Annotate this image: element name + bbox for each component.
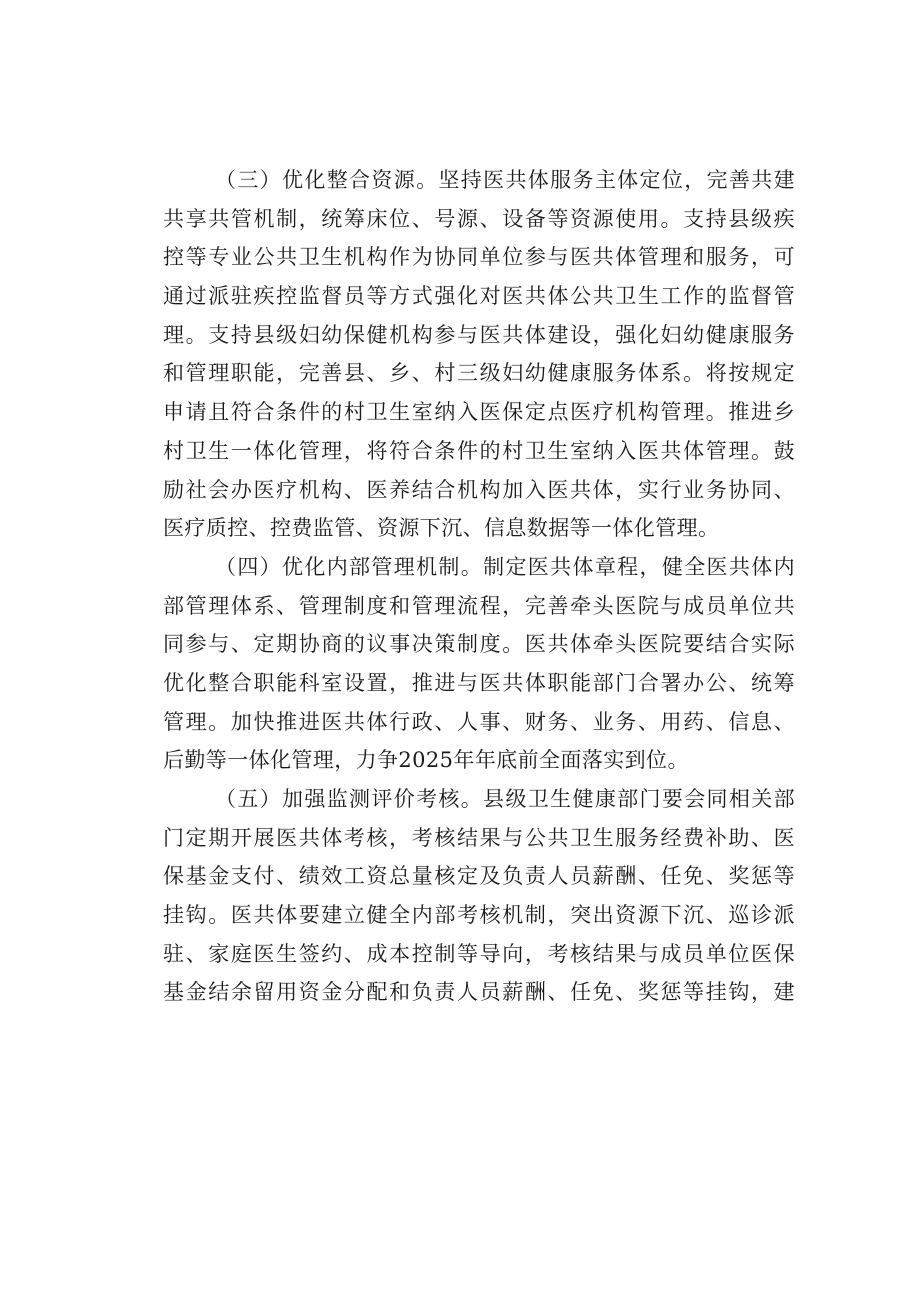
- text-line: 部管理体系、管理制度和管理流程，完善牵头医院与成员单位共: [163, 593, 795, 618]
- text-line: 控等专业公共卫生机构作为协同单位参与医共体管理和服务，可: [163, 245, 795, 270]
- paragraph-4-internal-management: [163, 548, 795, 780]
- text-line: 同参与、定期协商的议事决策制度。医共体牵头医院要结合实际: [163, 632, 795, 657]
- text-line: 挂钩。医共体要建立健全内部考核机制，突出资源下沉、巡诊派: [163, 903, 795, 928]
- text-line: （五）加强监测评价考核。县级卫生健康部门要会同相关部: [215, 787, 795, 811]
- text-line: 村卫生一体化管理，将符合条件的村卫生室纳入医共体管理。鼓: [163, 438, 795, 463]
- text-line: （四）优化内部管理机制。制定医共体章程，健全医共体内: [215, 554, 795, 579]
- text-line: 共享共管机制，统筹床位、号源、设备等资源使用。支持县级疾: [163, 206, 795, 231]
- text-line: 通过派驻疾控监督员等方式强化对医共体公共卫生工作的监督管: [163, 284, 795, 309]
- text-line: 保基金支付、绩效工资总量核定及负责人员薪酬、任免、奖惩等: [163, 864, 795, 889]
- text-line: 门定期开展医共体考核，考核结果与公共卫生服务经费补助、医: [163, 825, 795, 850]
- text-line: 和管理职能，完善县、乡、村三级妇幼健康服务体系。将按规定: [163, 361, 795, 386]
- text-line: （三）优化整合资源。坚持医共体服务主体定位，完善共建: [215, 168, 795, 192]
- text-line: 管理。加快推进医共体行政、人事、财务、业务、用药、信息、: [163, 709, 795, 734]
- text-line: 理。支持县级妇幼保健机构参与医共体建设，强化妇幼健康服务: [163, 322, 795, 347]
- body-text: [163, 161, 795, 1012]
- text-line: 后勤等一体化管理，力争2025年年底前全面落实到位。: [163, 748, 689, 773]
- text-line: 励社会办医疗机构、医养结合机构加入医共体，实行业务协同、: [163, 477, 795, 502]
- text-line: 驻、家庭医生签约、成本控制等导向，考核结果与成员单位医保: [163, 941, 795, 966]
- text-line: 申请且符合条件的村卫生室纳入医保定点医疗机构管理。推进乡: [163, 400, 795, 425]
- paragraph-3-optimize-resources: [163, 161, 795, 548]
- text-line: 基金结余留用资金分配和负责人员薪酬、任免、奖惩等挂钩，建: [163, 980, 795, 1005]
- paragraph-5-monitoring-evaluation: [163, 780, 795, 1012]
- text-line: 医疗质控、控费监管、资源下沉、信息数据等一体化管理。: [163, 516, 720, 541]
- text-line: 优化整合职能科室设置，推进与医共体职能部门合署办公、统筹: [163, 670, 795, 695]
